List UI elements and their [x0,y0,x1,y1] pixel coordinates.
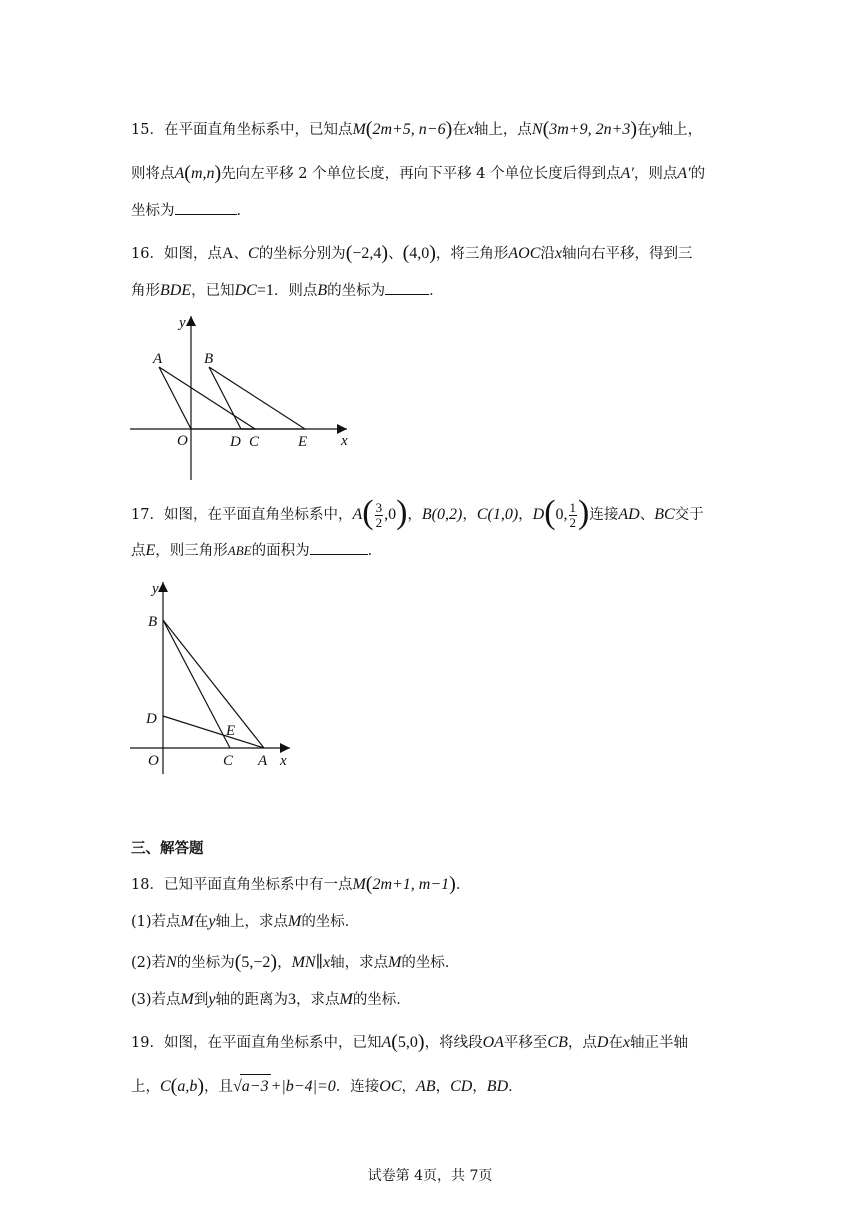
q17-label-B: B [148,614,158,630]
q17-label-E: E [226,723,236,739]
q17-answer-blank [310,540,368,555]
q16-label-C: C [249,434,260,450]
q15-line-3: 坐标为 ． [131,199,251,223]
q17-label-y: y [152,581,159,597]
q17-x-arrow [280,743,290,753]
q17-label-C: C [223,753,234,769]
q18-part-2: (2)若N的坐标为(5,−2)，MN∥x轴，求点M的坐标． [131,951,460,973]
q16-line-2: 角形BDE，已知DC=1．则点B的坐标为 ． [131,282,444,299]
q16-label-B: B [204,351,214,367]
q16-answer-blank [385,280,429,295]
q17-segment-BA [163,620,264,748]
q15-line-1: 15．在平面直角坐标系中，已知点M(2m+5, n−6)在x轴上，点N(3m+9, 2n+3)在y轴上， [131,118,703,140]
q17-D-fraction: $\frac{1}{2}$ [569,499,577,530]
q18-part-3: (3)若点M到y轴的距离为3，求点M的坐标． [131,991,411,1008]
q19-line-1: 19．如图，在平面直角坐标系中，已知A(5,0)，将线段OA平移至CB，点D在x轴正半轴 [131,1031,689,1053]
page-footer: 试卷第 4页，共 7页 [367,1168,493,1184]
q17-label-D: D [146,711,157,727]
q16-label-y: y [179,315,186,331]
q16-triangle-BDE [209,367,305,429]
q17-y-arrow [158,582,168,592]
q15-line-2: 则将点A(m,n)先向左平移 2 个单位长度，再向下平移 4 个单位长度后得到点A′，则点A′的 [131,162,706,184]
q17-figure [125,576,300,776]
q19-sqrt-radicand: a−3 [240,1074,271,1099]
q18-line-1: 18．已知平面直角坐标系中有一点M(2m+1, m−1)． [131,873,471,895]
q19-line-2: 上，C(a,b)，且√a−3 +|b−4|=0．连接OC，AB，CD，BD． [131,1075,523,1097]
q16-line-1: 16．如图，点A、C的坐标分别为(−2,4)、(4,0)，将三角形AOC沿x轴向右平移，得到三 [131,242,693,264]
q17-segment-DA [163,716,264,748]
q16-label-O: O [177,433,188,449]
q18-part-1: (1)若点M在y轴上，求点M的坐标． [131,913,360,930]
q17-line-1: 17．如图，在平面直角坐标系中，A( $\frac{3}{2}$ ,0)，B(0,2)，C(1,0)，D(0, $\frac{1}{2}$ )连接AD、BC交于 [131,494,704,531]
q16-figure [125,312,365,484]
q17-label-O: O [148,753,159,769]
q17-label-x: x [280,753,287,769]
q15-answer-blank [175,200,237,215]
q17-label-A: A [258,753,268,769]
q16-label-x: x [341,433,348,449]
q16-label-A: A [153,351,163,367]
q16-label-D: D [230,434,241,450]
section-3-heading: 三、解答题 [131,840,204,857]
q16-label-E: E [298,434,308,450]
q17-segment-BC [163,620,230,748]
q16-triangle-AOC [159,367,255,429]
q17-line-2: 点E，则三角形ABE的面积为 ． [131,542,383,559]
q17-A-fraction: $\frac{3}{2}$ [375,499,383,530]
q16-y-arrow [186,316,196,326]
